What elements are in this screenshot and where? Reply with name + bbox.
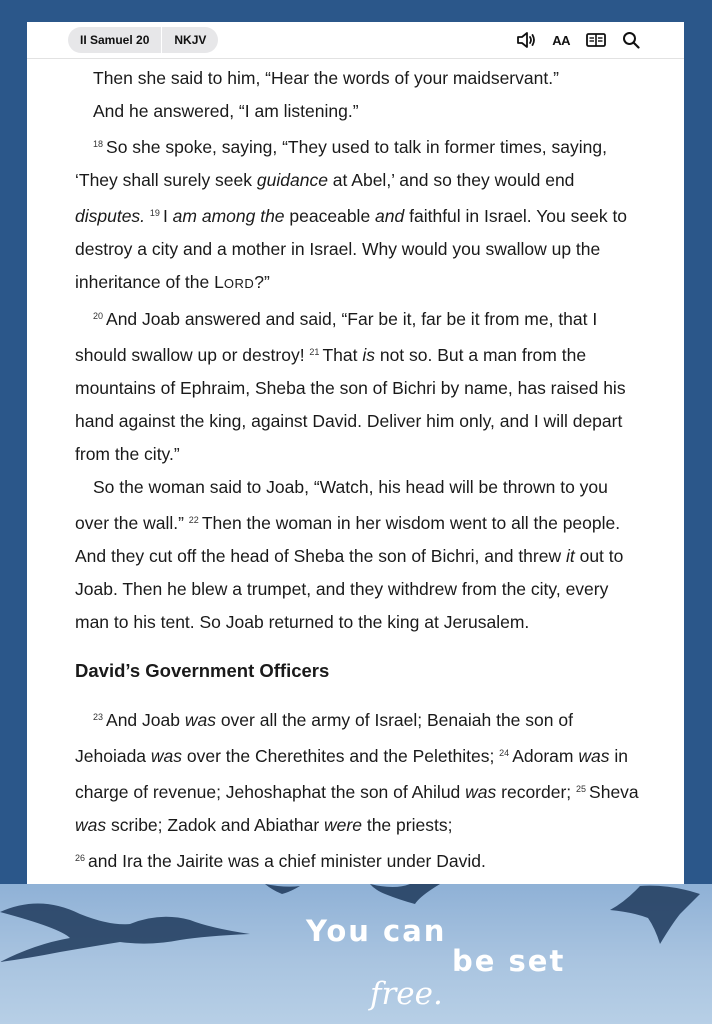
speaker-icon[interactable] xyxy=(516,30,536,50)
verse-number[interactable]: 21 xyxy=(309,347,320,357)
verse-paragraph xyxy=(75,62,641,95)
italic-word: disputes. xyxy=(75,206,146,226)
verse-text: Sheva xyxy=(589,782,639,802)
verse-paragraph xyxy=(75,471,641,639)
italic-word: guidance xyxy=(256,170,328,190)
verse-number[interactable]: 25 xyxy=(576,784,587,794)
verse-text: I xyxy=(162,206,173,226)
italic-word: were xyxy=(324,815,362,835)
italic-word: it xyxy=(565,546,575,566)
italic-word: was xyxy=(465,782,497,802)
italic-word: am among the xyxy=(172,206,285,226)
verse-text: and Ira the Jairite was a chief minister under David. xyxy=(88,851,486,871)
verse-text: Then the woman in her wisdom went to all the people. And they cut off the head of Sheba the son of Bichri, and threw xyxy=(75,513,621,566)
verse-text: Then she said to him, “Hear the words of your maidservant.” xyxy=(93,68,559,88)
verse-text: not so. But a man from the mountains of Ephraim, Sheba the son of Bichri by name, has raised his hand against the king, against David. Deliver him only, and I will depart from the city.” xyxy=(75,345,626,464)
verse-text: So the woman said to Joab, “Watch, his head will be thrown to you over the wall.” xyxy=(75,477,608,533)
verse-paragraph xyxy=(75,701,641,878)
version-button[interactable]: NKJV xyxy=(174,33,207,47)
verse-number[interactable]: 22 xyxy=(188,515,199,525)
verse-paragraph xyxy=(75,95,641,128)
verse-number[interactable]: 19 xyxy=(149,208,160,218)
verse-text: over the Cherethites and the Pelethites; xyxy=(182,746,500,766)
reader-page xyxy=(27,22,684,884)
verse-text: ?” xyxy=(254,272,270,292)
verse-text: the priests; xyxy=(361,815,453,835)
verse-text: And he answered, “I am listening.” xyxy=(93,101,359,121)
italic-word: was xyxy=(75,815,107,835)
verse-paragraph xyxy=(75,128,641,300)
verse-number[interactable]: 26 xyxy=(75,853,86,863)
book-icon[interactable] xyxy=(586,30,606,50)
search-icon[interactable] xyxy=(622,30,640,50)
italic-word: was xyxy=(184,710,216,730)
verse-number[interactable]: 20 xyxy=(93,311,104,321)
verse-text: in charge of revenue; Jehoshaphat the son of Ahilud xyxy=(75,746,628,802)
scripture-text xyxy=(75,62,641,878)
banner-line-3: free. xyxy=(370,976,443,1012)
verse-text: scribe; Zadok and Abiathar xyxy=(106,815,325,835)
verse-text: out to Joab. Then he blew a trumpet, and they withdrew from the city, every man to his tent. So Joab returned to the king at Jerusalem. xyxy=(75,546,624,632)
verse-text: over all the army of Israel; Benaiah the son of Jehoiada xyxy=(75,710,573,766)
verse-number[interactable]: 24 xyxy=(499,748,510,758)
verse-number[interactable]: 18 xyxy=(93,139,104,149)
italic-word: and xyxy=(375,206,405,226)
birds-illustration xyxy=(0,884,712,1024)
bird-shape xyxy=(265,884,300,894)
verse-text: faithful in Israel. You seek to destroy a city and a mother in Israel. Why would you swallow up the inheritance of the L xyxy=(75,206,628,292)
verse-text: And Joab answered and said, “Far be it, far be it from me, that I should swallow up or destroy! xyxy=(75,309,598,365)
promo-banner[interactable] xyxy=(0,884,712,1024)
verse-text: So she spoke, saying, “They used to talk in former times, saying, ‘They shall surely seek xyxy=(75,137,607,190)
verse-number[interactable]: 23 xyxy=(93,712,104,722)
banner-line-2: be set xyxy=(452,944,566,978)
verse-text: Adoram xyxy=(512,746,579,766)
section-heading: David’s Government Officers xyxy=(75,660,330,681)
banner-line-1: You can xyxy=(306,914,447,948)
verse-text: And Joab xyxy=(106,710,185,730)
text-size-button[interactable]: AA xyxy=(552,32,570,48)
bird-shape xyxy=(370,884,440,904)
toolbar-tools xyxy=(516,22,640,58)
bird-shape xyxy=(610,886,700,944)
small-caps-text: ORD xyxy=(223,276,255,291)
verse-text: at Abel,’ and so they would end xyxy=(327,170,575,190)
reader-toolbar xyxy=(27,22,684,59)
italic-word: is xyxy=(362,345,375,365)
bird-shape xyxy=(0,903,250,962)
passage-selector[interactable] xyxy=(68,27,218,53)
book-chapter-button[interactable]: II Samuel 20 xyxy=(80,33,150,47)
italic-word: was xyxy=(578,746,610,766)
verse-text: peaceable xyxy=(284,206,376,226)
verse-text: recorder; xyxy=(496,782,577,802)
italic-word: was xyxy=(150,746,183,766)
verse-text: That xyxy=(322,345,363,365)
verse-paragraph xyxy=(75,300,641,471)
